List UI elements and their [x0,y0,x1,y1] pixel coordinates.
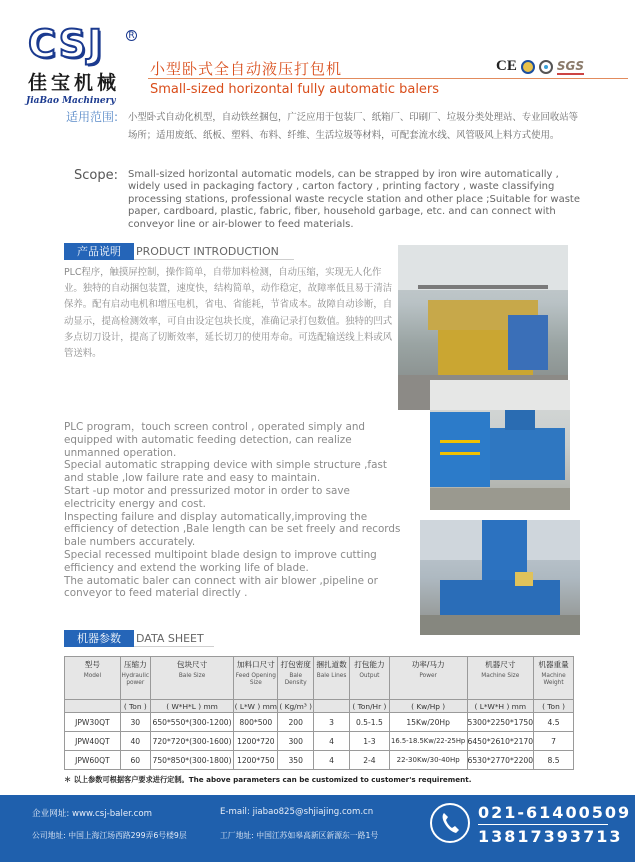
company-logo [8,14,135,106]
unit-cell: ( Kw/Hp ) [389,700,467,713]
title-divider [148,78,628,79]
table-cell: 1-3 [349,732,389,751]
intro-line: Start -up motor and pressurized motor in order to save electricity energy and cost. [64,484,350,510]
data-sheet-title: DATA SHEET [134,630,214,647]
phone-number-1[interactable]: 021-61400509 [478,803,632,822]
factory-photo-2 [430,380,570,510]
intro-line: Inspecting failure and display automatically,improving the efficiency of detection ,Bale length can be set freely and records bale numbers accurately. [64,510,401,549]
unit-cell: ( W*H*L ) mm [150,700,234,713]
scope-label-en: Scope: [74,168,118,183]
unit-cell: ( L*W ) mm [234,701,277,711]
table-header-cell: 打包能力 Output [349,657,389,700]
table-header-cell: 加料口尺寸 Feed Opening Size [234,657,278,700]
table-cell: 22-30Kw/30-40Hp [389,751,467,770]
sgs-mark: SGS [556,58,584,73]
table-header-cell: 打包密度 Bale Density [278,657,314,700]
product-title-en: Small-sized horizontal fully automatic balers [150,82,440,97]
table-cell: 15Kw/20Hp [389,713,467,732]
intro-line: PLC program，touch screen control , operated simply and equipped with automatic feeding detection, can realize unmanned operation. [64,421,365,459]
table-header-cell: 功率/马力 Power [389,657,467,700]
table-cell: 3 [314,713,350,732]
table-cell: 16.5-18.5Kw/22-25Hp [389,732,467,751]
product-intro-en [64,421,404,600]
company-name-cn: 佳宝机械 [28,72,121,94]
unit-cell [314,700,350,713]
unit-cell: ( Ton ) [534,700,574,713]
table-header-cell: 压缩力 Hydraulic power [120,657,150,700]
table-cell: 6450*2610*2170 [467,732,534,751]
intro-line: Special automatic strapping device with simple structure ,fast and stable ,low failure rate and easy to maintain. [64,459,387,485]
intro-line: Special recessed multipoint blade design to improve cutting efficiency and extend the working life of blade. [64,548,377,574]
registered-mark: R [126,30,137,41]
table-header-cell: 型号 Model [65,657,121,700]
logo-letters: CSJ [28,22,105,66]
table-cell: 4.5 [534,713,574,732]
certification-badge-icon [521,60,535,74]
footer [0,795,635,862]
data-sheet-header [64,630,214,647]
table-header-cell: 机器重量 Machine Weight [534,657,574,700]
table-cell: JPW40QT [65,732,121,751]
unit-cell: ( L*W*H ) mm [467,700,534,713]
table-cell: 0.5-1.5 [349,713,389,732]
table-row [65,713,574,732]
table-cell: 7 [534,732,574,751]
table-header-cell: 包块尺寸 Bale Size [150,657,234,700]
product-intro-badge: 产品说明 [64,243,134,260]
header [0,0,635,106]
product-title-cn: 小型卧式全自动液压打包机 [150,60,343,78]
table-cell: 720*720*(300-1600) [150,732,234,751]
data-sheet-badge: 机器参数 [64,630,134,647]
factory-photo-3 [420,520,580,635]
website-text[interactable]: 企业网址: www.csj-baler.com [32,809,152,819]
intro-line: The automatic baler can connect with air blower ,pipeline or conveyor to feed material directly . [64,574,378,600]
table-row [65,732,574,751]
unit-cell: ( Kg/m³ ) [279,701,313,711]
factory-address: 工厂地址: 中国江苏如皋高新区新源东一路1号 [220,831,379,840]
phone-number-2[interactable]: 13817393713 [478,827,623,846]
table-cell: 800*500 [234,713,278,732]
office-address: 公司地址: 中国上海江场西路299弄6号楼9层 [32,831,187,840]
table-header-cell: 机器尺寸 Machine Size [467,657,534,700]
company-name-en: JiaBao Machinery [26,96,116,106]
scope-label-cn: 适用范围: [66,110,119,124]
unit-cell: ( Ton/Hr ) [349,700,389,713]
table-cell: 2-4 [349,751,389,770]
table-cell: 8.5 [534,751,574,770]
table-cell: JPW60QT [65,751,121,770]
table-cell: 200 [278,713,314,732]
table-header-cell: 捆扎道数 Bale Lines [314,657,350,700]
table-unit-row [65,700,574,713]
table-cell: 750*850*(300-1800) [150,751,234,770]
table-cell: 40 [120,732,150,751]
table-cell: 4 [314,751,350,770]
table-cell: 6530*2770*2200 [467,751,534,770]
product-intro-title: PRODUCT INTRODUCTION [134,243,294,260]
phone-icon [430,803,470,843]
table-cell: 4 [314,732,350,751]
table-cell: JPW30QT [65,713,121,732]
product-intro-cn: PLC程序，触摸屏控制，操作简单，自带加料检测，自动压缩，实现无人化作业。独特的自动捆包装置，速度快，结构简单，动作稳定，故障率低且易于清洁保养。配有启动电机和增压电机，省电、省能耗，节省成本。故障自动诊断，自动显示，提高检测效率，可自由设定包块长度，准确记录打包数值。独特的凹式多点切刀设计，提高了切断效率，延长切刀的使用寿命。可选配输送线上料或风管送料。 [64,267,393,360]
table-cell: 30 [120,713,150,732]
scope-text-en: Small-sized horizontal automatic models, can be strapped by iron wire automatically , widely used in packaging factory , carton factory , printing factory , waste classifying processing stations, professional waste recycle station and other place ;Suitable for waste paper, cardboard, plastic, fabric, fiber, household garbage, etc. and can connect with conveyor line or air-blower to feed materials. [128,169,581,230]
quality-badge-icon [539,60,553,74]
table-header-row [65,657,574,700]
data-sheet-table [64,656,574,770]
scope-text-cn: 小型卧式自动化机型，自动铁丝捆包，广泛应用于包装厂、纸箱厂、印刷厂、垃圾分类处理站、专业回收站等场所；适用废纸、纸板、塑料、布料、纤维、生活垃圾等材料，可配套流水线、风管吸风上料方式使用。 [128,112,579,141]
table-cell: 650*550*(300-1200) [150,713,234,732]
customization-note: ＊ 以上参数可根据客户要求进行定制。The above parameters can be customized to customer's requirement. [64,775,472,784]
product-intro-header [64,243,294,260]
table-cell: 60 [120,751,150,770]
table-cell: 350 [278,751,314,770]
table-cell: 1200*720 [234,732,278,751]
unit-cell [65,700,121,713]
table-cell: 1200*750 [234,751,278,770]
table-cell: 300 [278,732,314,751]
certification-logos [496,58,584,75]
unit-cell: ( Ton ) [120,700,150,713]
table-cell: 5300*2250*1750 [467,713,534,732]
table-row [65,751,574,770]
email-text[interactable]: E-mail: jiabao825@shjiajing.com.cn [220,807,374,817]
ce-mark: CE [496,58,517,74]
phone-divider [478,824,608,825]
